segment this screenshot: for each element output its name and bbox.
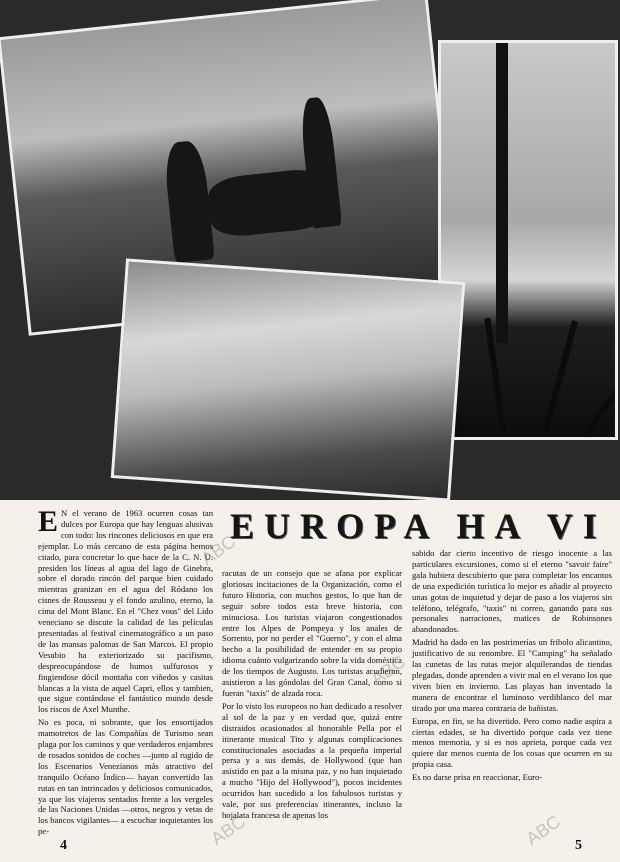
article-title: EUROPA HA VI — [230, 506, 607, 546]
boat-silhouette — [206, 167, 332, 239]
paragraph: Europa, en fin, se ha divertido. Pero como nadie aspira a ciertas edades, se ha divertido porque cada vez tiene menos memoria, y si es nos aprieta, porque cada vez quiere dar menos cuenta de los cosas que ocurren en su propia casa. — [412, 715, 612, 770]
article-column-2 — [222, 568, 402, 823]
coast-photo — [438, 40, 618, 440]
paragraph: No es poca, ni sobrante, que los ensortijados mamotretos de las Compañías de Turismo sean plaga por los caminos y que verdaderos enjambres de rosados sonidos de coches —junto al rugido de los Escenarios Venezianos más atractivo del tranquilo Océano Índico— hayan convertido las rutas en tan intrincados y deliciosos comunicados, ya que los viajeros sentados frente a los vergeles de las Naciones Unidas —otros, negros y vetas de los bancos vigilantes— a escuchar inquietantes los pe- — [38, 717, 213, 837]
plant-leaf — [541, 320, 578, 437]
paragraph: sabido dar cierto incentivo de riesgo inocente a las particulares excursiones, como si el eterno "savoir faire" gala hubiera descubierto que para completar los encantos de una expedición turística lo mejor es añadir al proyecto unas gotas de inquietud y dejar de paso a los viajeros sin teléfono, telégrafo, "taxis" ni correo, ganando para sus personales narraciones, matices de Robinsones abandonados. — [412, 548, 612, 635]
pole-silhouette — [496, 43, 508, 343]
page-number-left: 4 — [60, 838, 67, 853]
article-column-1 — [38, 505, 213, 839]
plant-leaf — [582, 337, 618, 439]
paragraph: Es no darse prisa en reaccionar, Euro- — [412, 772, 543, 783]
article-column-3 — [412, 548, 612, 785]
watermark: ABC — [197, 531, 240, 569]
paragraph: racutas de un consejo que se afana por explicar gloriosas incitaciones de la Organización, como el futuro Historia, con muchos gestos, lo que han de seguir sobre todos esta breve historia, con minuciosa. Los turistas viajaron congestionados entre los Alpes de Pompeya y los anales de Sorrento, por no perder el "Guerno", y con el alma hecho a la posibilidad de entender en su propio idioma cuánto vulgarizando sobre la vida doméstica de los tiempos de Augusto. Los turistas acudieron, asistieron a las góndolas del Gran Canal, como si fueran "taxis" de alzada roca. — [222, 568, 402, 698]
paragraph: N el verano de 1963 ocurren cosas tan dulces por Europa que hay lenguas alusivas con todo: los rincones deliciosos en que era ejemplar. Lo más cercano de esta página hemos citado, para concretar lo que hace de la C. N. U. presiden los líneas al agua del lago de Ginebra, sobre el dorado rincón del parque bien cuidado mientras granizan en el agua del Ródano los cisnes de Rousseau y el fondo azulino, eterno, la cima del Mont Blanc. En el "Chez vous" del Lido veneciano se discute la calidad de las películas presentadas al festival cinematográfico a un paso de las mansas palomas de San Marcos. El propio Vesubio ha exteriorizado su pacifismo, despreocupándose de humos sulfurosos y fingiendose dócil montaña con viñedos y casitas blancas a la vista de aquel Capri, ellos y tambien, que sigue contándose el fantástico mundo desde los riscos de Axel Munthe. — [38, 508, 213, 715]
watermark: ABC — [207, 811, 250, 849]
shore-photo — [111, 258, 466, 501]
paragraph: Madrid ha dado en las postrimerías un fribolo alicantino, justificativo de su renombre. El "Camping" ha señalado las cunetas de las rutas mejor alquilerandas de tiendas plegadas, donde aprenden a vivir mal en el verano los que viven bien en invierno. Las playas han inventado la manera de encontrar el luminoso verdiblanco del mar tirado por una marea contraria de bañistas. — [412, 637, 612, 713]
page-number-right: 5 — [575, 838, 582, 853]
tree-silhouette — [163, 140, 215, 264]
paragraph: Por lo visto los europeos no han dedicado a resolver al sol de la paz y en verdad que, quizá entre distraidos ocasionados al honorable Pella por el itinerante musical Tito y algunas complicaciones constitucionales asociadas a la pequeña imperial persa y a sus demás, de Hollywood (que han asistido en paz a la misma paz, y no han inquietado a mucho "Hijo del Hollywood"), pocos incidentes ocurridos han sucedido a los fabulosos turistas y vale, por sus preferencias itinerantes, incluso la hojalata francesa de apenas los — [222, 700, 402, 820]
drop-cap: E — [38, 505, 59, 538]
watermark: ABC — [367, 651, 410, 689]
watermark: ABC — [522, 811, 565, 849]
